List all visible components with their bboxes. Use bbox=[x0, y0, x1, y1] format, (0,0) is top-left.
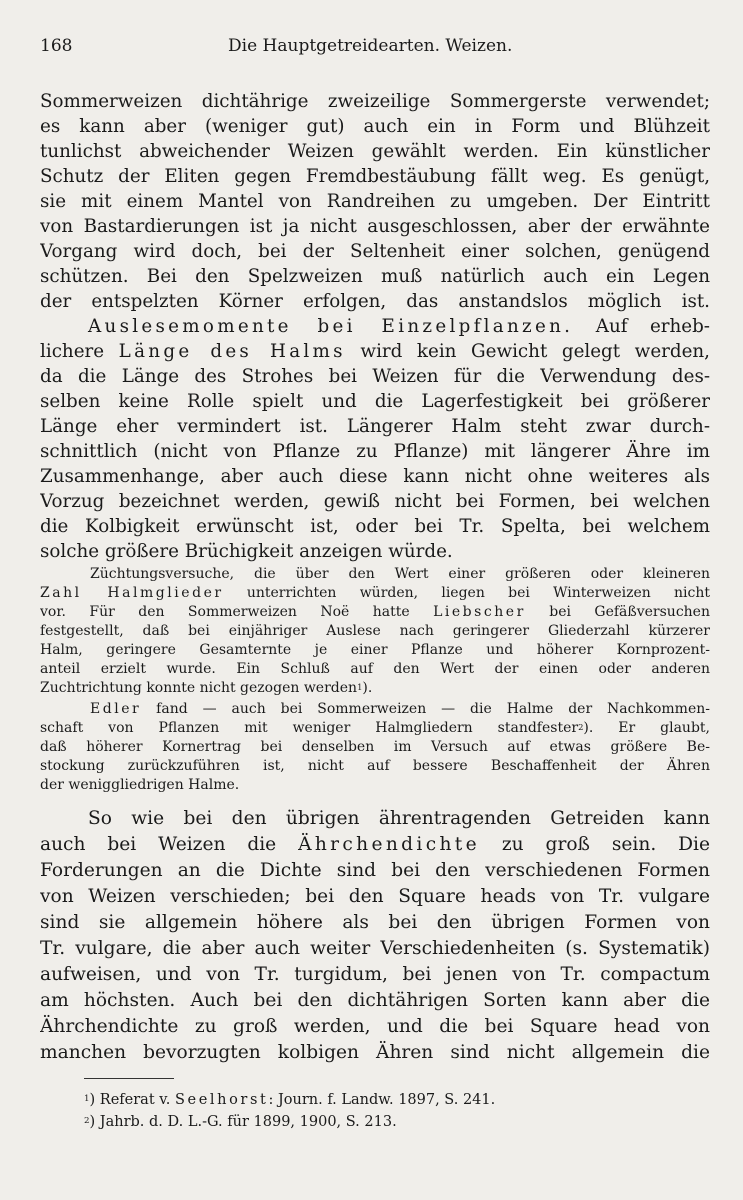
text-line: Vorzug bezeichnet werden, gewiß nicht bei Formen, bei welchen bbox=[40, 491, 710, 512]
text-line: stockung zurückzuführen ist, nicht auf bessere Beschaffenheit der Ähren bbox=[40, 758, 710, 774]
text-line bbox=[40, 315, 710, 339]
text-span: ). Er glaubt, bbox=[583, 720, 710, 736]
text-span: : Journ. f. Landw. 1897, S. 241. bbox=[268, 1092, 496, 1108]
text-line: Zusammenhange, aber auch diese kann nicht ohne weiteres als bbox=[40, 466, 710, 487]
text-line: festgestellt, daß bei einjähriger Auslese nach geringerer Gliederzahl kürzerer bbox=[40, 623, 710, 639]
footnote-ref[interactable]: 2 bbox=[578, 722, 584, 733]
text-line: Tr. vulgare, die aber auch weiter Verschiedenheiten (s. Systematik) bbox=[40, 938, 710, 959]
text-line: Vorgang wird doch, bei der Seltenheit einer solchen, genügend bbox=[40, 241, 710, 262]
text-line: anteil erzielt wurde. Ein Schluß auf den Wert der einen oder anderen bbox=[40, 661, 710, 677]
text-line: Halm, geringere Gesamternte je einer Pflanze und höherer Kornprozent- bbox=[40, 642, 710, 658]
text-line: die Kolbigkeit erwünscht ist, oder bei Tr. Spelta, bei welchem bbox=[40, 516, 710, 537]
text-line bbox=[40, 700, 710, 719]
footnote-ref[interactable]: 1 bbox=[357, 682, 363, 693]
text-span: ) Referat v. bbox=[89, 1092, 175, 1108]
footnote-2 bbox=[84, 1112, 397, 1132]
section-heading: Auslesemomente bei Einzelpflanzen. bbox=[88, 316, 574, 337]
text-line: Züchtungsversuche, die über den Wert einer größeren oder kleineren bbox=[90, 566, 710, 582]
author-name: Edler bbox=[90, 701, 142, 717]
text-line: sie mit einem Mantel von Randreihen zu umgeben. Der Eintritt bbox=[40, 191, 710, 212]
text-line: der entspelzten Körner erfolgen, das anstandslos möglich ist. bbox=[40, 291, 710, 312]
footnote-divider bbox=[84, 1078, 174, 1079]
text-line: Forderungen an die Dichte sind bei den verschiedenen Formen bbox=[40, 860, 710, 881]
text-span: Zuchtrichtung konnte nicht gezogen werden bbox=[40, 680, 358, 696]
text-span: vor. Für den Sommerweizen Noë hatte bbox=[40, 604, 434, 620]
text-line: sind sie allgemein höhere als bei den übrigen Formen von bbox=[40, 912, 710, 933]
text-line bbox=[40, 679, 710, 698]
text-line: von Weizen verschieden; bei den Square heads von Tr. vulgare bbox=[40, 886, 710, 907]
text-line: Länge eher vermindert ist. Längerer Halm steht zwar durch- bbox=[40, 416, 710, 437]
text-line: daß höherer Kornertrag bei denselben im Versuch auf etwas größere Be- bbox=[40, 739, 710, 755]
text-span: schaft von Pflanzen mit weniger Halmgliedern standfester bbox=[40, 720, 579, 736]
text-line: schnittlich (nicht von Pflanze zu Pflanze) mit längerer Ähre im bbox=[40, 441, 710, 462]
running-header bbox=[40, 36, 712, 62]
emphasis: Länge des Halms bbox=[118, 341, 346, 362]
page-number: 168 bbox=[40, 36, 73, 56]
text-line: schützen. Bei den Spelzweizen muß natürlich auch ein Legen bbox=[40, 266, 710, 287]
author-name: Liebscher bbox=[433, 604, 526, 620]
text-span: zu groß sein. Die bbox=[479, 834, 710, 855]
text-line bbox=[40, 832, 710, 858]
text-line: der weniggliedrigen Halme. bbox=[40, 777, 240, 793]
text-line: tunlichst abweichender Weizen gewählt werden. Ein künstlicher bbox=[40, 141, 710, 162]
text-line bbox=[40, 584, 710, 603]
text-line: Schutz der Eliten gegen Fremdbestäubung fällt weg. Es genügt, bbox=[40, 166, 710, 187]
text-span: ). bbox=[362, 680, 373, 696]
footnote-mark: 2 bbox=[84, 1116, 90, 1127]
text-line: So wie bei den übrigen ährentragenden Getreiden kann bbox=[88, 808, 710, 829]
running-title: Die Hauptgetreidearten. Weizen. bbox=[228, 36, 513, 56]
text-line: es kann aber (weniger gut) auch ein in Form und Blühzeit bbox=[40, 116, 710, 137]
text-span: auch bei Weizen die bbox=[40, 834, 299, 855]
text-span: fand — auch bei Sommerweizen — die Halme der Nachkommen- bbox=[141, 701, 710, 717]
text-span: wird kein Gewicht gelegt werden, bbox=[345, 341, 710, 362]
text-line: am höchsten. Auch bei den dichtährigen Sorten kann aber die bbox=[40, 990, 710, 1011]
footnote-1 bbox=[84, 1090, 495, 1110]
footnote-mark: 1 bbox=[84, 1094, 90, 1105]
text-span: bei Gefäßversuchen bbox=[525, 604, 710, 620]
text-line: selben keine Rolle spielt und die Lagerfestigkeit bei größerer bbox=[40, 391, 710, 412]
author-name: Seelhorst bbox=[174, 1092, 269, 1108]
text-line: von Bastardierungen ist ja nicht ausgeschlossen, aber der erwähnte bbox=[40, 216, 710, 237]
text-line: da die Länge des Strohes bei Weizen für die Verwendung des- bbox=[40, 366, 710, 387]
text-line bbox=[40, 340, 710, 364]
text-line: Sommerweizen dichtährige zweizeilige Sommergerste verwendet; bbox=[40, 91, 710, 112]
text-span: ) Jahrb. d. D. L.-G. für 1899, 1900, S. 213. bbox=[89, 1114, 397, 1130]
emphasis: Zahl Halmglieder bbox=[40, 585, 224, 601]
text-span: unterrichten würden, liegen bei Winterweizen nicht bbox=[223, 585, 710, 601]
text-line: manchen bevorzugten kolbigen Ähren sind nicht allgemein die bbox=[40, 1042, 710, 1063]
text-line bbox=[40, 719, 710, 738]
text-line bbox=[40, 603, 710, 622]
text-line: Ährchendichte zu groß werden, und die bei Square head von bbox=[40, 1016, 710, 1037]
text-line: aufweisen, und von Tr. turgidum, bei jenen von Tr. compactum bbox=[40, 964, 710, 985]
text-span: Auf erheb- bbox=[573, 316, 710, 337]
text-line: solche größere Brüchigkeit anzeigen würde. bbox=[40, 541, 453, 562]
emphasis: Ährchendichte bbox=[298, 834, 480, 855]
text-span: lichere bbox=[40, 341, 119, 362]
